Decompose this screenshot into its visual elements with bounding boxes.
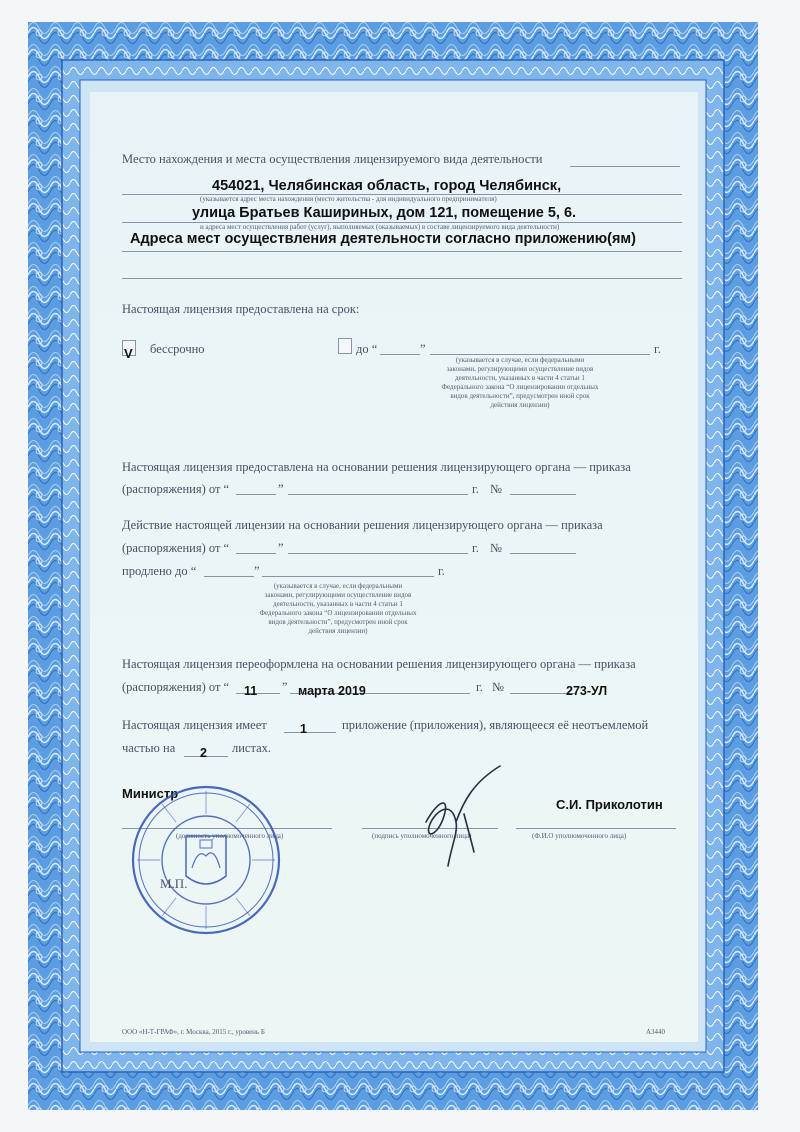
- grant-date-line: [288, 494, 468, 495]
- annex-line-1-prefix: Настоящая лицензия имеет: [122, 718, 267, 732]
- until-checkbox[interactable]: [338, 338, 352, 354]
- address-hint-2: и адреса мест осуществления работ (услуг), выполняемых (оказываемых) в составе лицензируемого вида деятельности): [200, 223, 560, 231]
- printer-note: ООО «Н-Т-ГРАФ», г. Москва, 2015 г., уровень Б: [122, 1028, 265, 1036]
- reissue-quote-close: ”: [282, 680, 288, 694]
- signature-hint: (подпись уполномоченного лица): [372, 832, 472, 840]
- unlimited-check-mark: V: [124, 346, 133, 361]
- signer-name: С.И. Приколотин: [556, 797, 663, 812]
- annex-count-line: [284, 732, 336, 733]
- grant-number-sign: №: [490, 482, 502, 496]
- extend-until-day-line: [204, 576, 254, 577]
- term-heading: Настоящая лицензия предоставлена на срок:: [122, 302, 360, 316]
- annex-sheets: 2: [200, 746, 207, 760]
- reissue-line-1: Настоящая лицензия переоформлена на основании решения лицензирующего органа — приказа: [122, 657, 636, 671]
- until-quote-close: ”: [420, 342, 426, 356]
- position-hint: (должность уполномоченного лица): [176, 832, 284, 840]
- extend-hint: (указывается в случае, если федеральными законами, регулирующими осуществление видов деятельности, указанных в части 4 статьи 1 Федерального закона “О лицензировании отдельных видов деятельности”, предусмотрен иной срок действия лицензии): [259, 582, 417, 635]
- seal-place: М.П.: [160, 876, 188, 891]
- until-year-suffix: г.: [654, 342, 661, 356]
- unlimited-label: бессрочно: [150, 342, 205, 356]
- grant-line-2-prefix: (распоряжения) от “: [122, 482, 230, 496]
- annex-count: 1: [300, 722, 307, 736]
- name-hint: (Ф.И.О уполномоченного лица): [532, 832, 627, 840]
- extend-number-sign: №: [490, 541, 502, 555]
- signer-position: Министр: [122, 786, 179, 801]
- extend-line-2-prefix: (распоряжения) от “: [122, 541, 230, 555]
- reissue-number-sign: №: [492, 680, 504, 694]
- until-date-line: [430, 354, 650, 355]
- extend-line-1: Действие настоящей лицензии на основании решения лицензирующего органа — приказа: [122, 518, 603, 532]
- address-rule-3: [122, 251, 682, 252]
- extend-line-3-prefix: продлено до “: [122, 564, 197, 578]
- handwritten-signature: [408, 760, 518, 880]
- official-seal: [130, 784, 282, 936]
- reissue-day-line: [236, 693, 280, 694]
- form-code: А3440: [646, 1028, 666, 1036]
- name-line: [516, 828, 676, 829]
- address-line-2: улица Братьев Кашириных, дом 121, помещение 5, 6.: [192, 205, 577, 221]
- reissue-month-year: марта 2019: [298, 684, 366, 698]
- extend-date-line: [288, 553, 468, 554]
- annex-line-2-suffix: листах.: [232, 741, 272, 755]
- extend-year: г.: [472, 541, 479, 555]
- extend-quote-close: ”: [278, 541, 284, 555]
- reissue-line-2-prefix: (распоряжения) от “: [122, 680, 230, 694]
- until-prefix: до “: [356, 342, 378, 356]
- term-hint: (указывается в случае, если федеральными законами, регулирующими осуществление видов деятельности, указанных в части 4 статьи 1 Федерального закона “О лицензировании отдельных видов деятельности”, предусмотрен иной срок действия лицензии): [441, 356, 599, 409]
- reissue-day: 11: [244, 684, 258, 698]
- grant-year: г.: [472, 482, 479, 496]
- address-rule-4: [122, 278, 682, 279]
- annex-line-2-prefix: частью на: [122, 741, 176, 755]
- extend-day-line: [236, 553, 276, 554]
- until-day-line: [380, 354, 420, 355]
- extend-until-year: г.: [438, 564, 445, 578]
- reissue-number: 273-УЛ: [566, 684, 608, 698]
- address-line-1: 454021, Челябинская область, город Челябинск,: [212, 178, 562, 194]
- reissue-year: г.: [476, 680, 483, 694]
- address-line-3: Адреса мест осуществления деятельности согласно приложению(ям): [130, 231, 636, 247]
- annex-line-1-suffix: приложение (приложения), являющееся её неотъемлемой: [342, 718, 649, 732]
- extend-until-quote-close: ”: [254, 564, 260, 578]
- grant-line-1: Настоящая лицензия предоставлена на основании решения лицензирующего органа — приказа: [122, 460, 631, 474]
- grant-quote-close: ”: [278, 482, 284, 496]
- extend-number-line: [510, 553, 576, 554]
- address-hint-1: (указывается адрес места нахождения (место жительства - для индивидуального предпринимателя): [200, 195, 497, 203]
- grant-day-line: [236, 494, 276, 495]
- grant-number-line: [510, 494, 576, 495]
- location-heading: Место нахождения и места осуществления лицензируемого вида деятельности: [122, 152, 543, 166]
- extend-until-date-line: [262, 576, 434, 577]
- location-heading-line: [570, 166, 680, 167]
